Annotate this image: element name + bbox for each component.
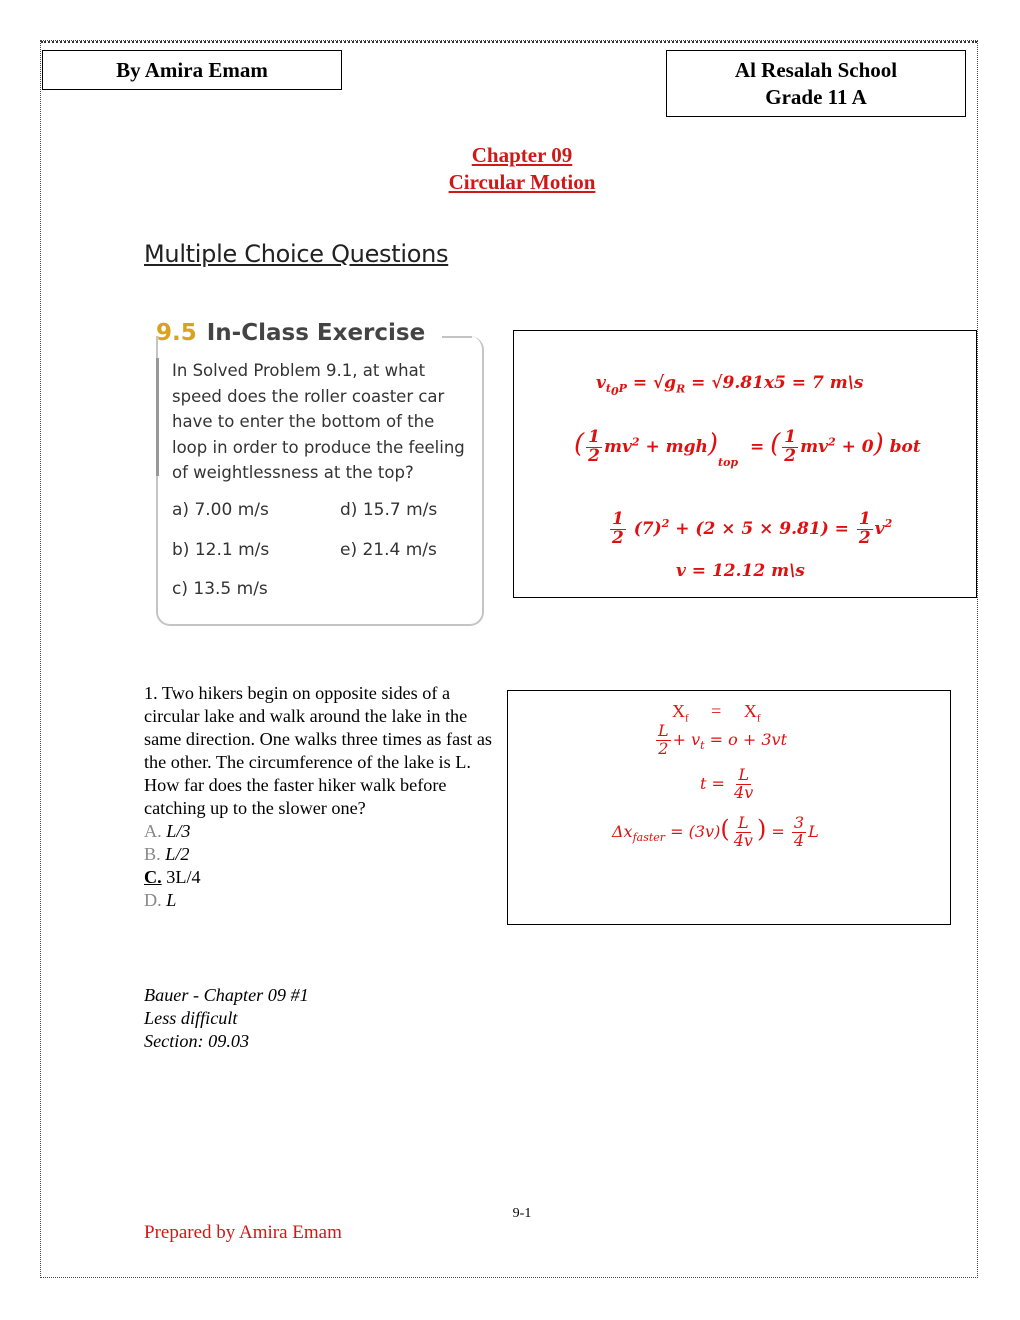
equation-distance: $\Delta x_{faster} = (3v)$( $\frac{L}{4v}$ ) = $\frac{3}{4}$ L: [612, 813, 819, 850]
page-number: 9-1: [512, 1206, 532, 1221]
author-box: [42, 50, 342, 90]
exercise-prompt: [172, 358, 472, 486]
prompt-line: have to enter the bottom of the: [172, 412, 435, 431]
option-b: b) 12.1 m/s: [172, 540, 270, 560]
equation-top-speed: $v_{t_0P} = √g_R = √9.81x5 = 7$ m\s: [596, 373, 864, 399]
difficulty-line: Less difficult: [144, 1008, 238, 1028]
equation-time: t = $\frac{L}{4v}$: [700, 765, 754, 802]
chapter-name: Circular Motion: [448, 170, 596, 194]
grade-label: Grade 11 A: [765, 84, 867, 109]
question-text: 1. Two hikers begin on opposite sides of a circular lake and walk around the lake in the same direction. One walks three times as fast as the other. The circumference of the lake is L. How far does the faster hiker walk before catching up to the slower one?: [144, 683, 492, 818]
exercise-number: 9.5: [156, 320, 197, 346]
page-border: [40, 40, 978, 1278]
equation-time-setup: $\frac{L}{2}$ + $v_t = o + 3vt$: [658, 721, 788, 758]
chapter-title: [400, 142, 644, 196]
prompt-line: of weightlessness at the top?: [172, 463, 414, 482]
solution-box-2: [507, 690, 951, 925]
exercise-frame-topline: [442, 336, 472, 338]
author-label: By Amira Emam: [116, 57, 268, 82]
choice-d: D. L: [144, 890, 177, 910]
prompt-line: speed does the roller coaster car: [172, 386, 445, 406]
prompt-line: loop in order to produce the feeling: [172, 437, 465, 457]
exercise-accent-bar: [156, 358, 159, 476]
equation-positions: $X_f$ = $X_f$: [672, 701, 761, 725]
option-d: d) 15.7 m/s: [340, 500, 438, 520]
question-1: [144, 682, 500, 912]
exercise-heading: [156, 320, 425, 346]
choice-b: B. L/2: [144, 844, 190, 864]
school-box: [666, 50, 966, 117]
solution-box-1: [513, 330, 977, 598]
option-e: e) 21.4 m/s: [340, 540, 437, 560]
choice-a: A. L/3: [144, 821, 191, 841]
exercise-title: In-Class Exercise: [206, 320, 426, 346]
equation-result: v = 12.12 m\s: [676, 561, 805, 581]
choice-c-correct: C. 3L/4: [144, 867, 201, 887]
equation-energy: ( $\frac{1}{2}$ $mv^2 + mgh)_{top}$ = ( $\frac{1}{2}$ $mv^2 + 0$) bot: [574, 427, 921, 470]
prepared-by: Prepared by Amira Emam: [144, 1222, 342, 1243]
option-a: a) 7.00 m/s: [172, 500, 269, 520]
equation-substitution: $\frac{1}{2}$ $(7)^2 + (2 \times 5 \times 9.81)$ = $\frac{1}{2}$ $v^2$: [612, 509, 893, 548]
prompt-line: In Solved Problem 9.1, at what: [172, 361, 426, 380]
chapter-number: Chapter 09: [471, 143, 573, 167]
source-line: Bauer - Chapter 09 #1: [144, 985, 309, 1005]
school-name: Al Resalah School: [734, 57, 898, 82]
option-c: c) 13.5 m/s: [172, 579, 268, 599]
source-info: [144, 984, 309, 1053]
section-line: Section: 09.03: [144, 1031, 250, 1051]
exercise-card: [150, 318, 486, 628]
section-heading: Multiple Choice Questions: [144, 240, 449, 268]
